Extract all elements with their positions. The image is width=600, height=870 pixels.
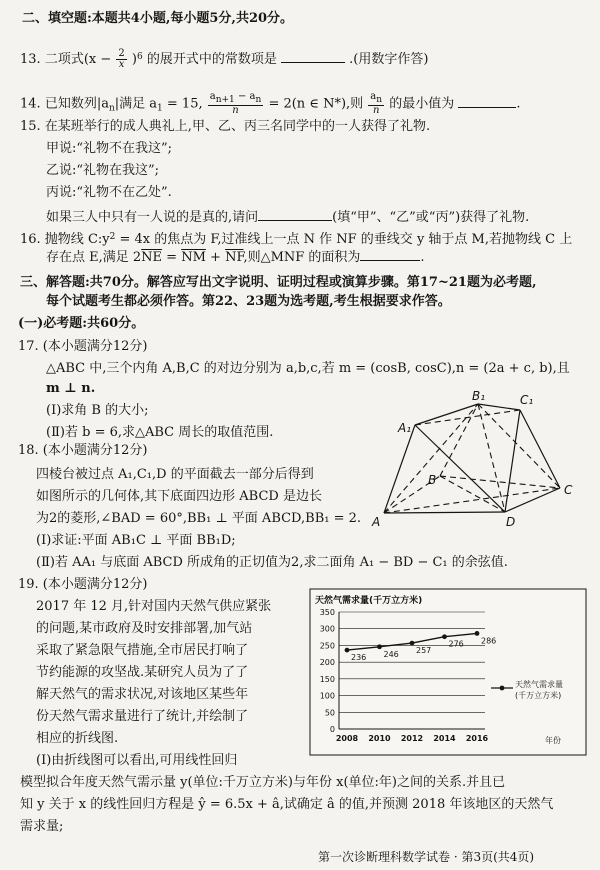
q16-text-d: ,则△MNF 的面积为 <box>243 250 361 265</box>
x-tick-label: 2010 <box>368 734 391 743</box>
section-3-line-1: 三、解答题:共70分。解答应写出文字说明、证明过程或演算步骤。第17~21题为必考题, <box>20 275 537 290</box>
edge-a1-c1 <box>415 410 520 425</box>
q19-head: 19. (本小题满分12分) <box>18 577 148 592</box>
edge-a-d <box>384 512 505 513</box>
q14-text-d: = 2(n ∈ N*),则 <box>268 96 364 112</box>
q13-text-a: 二项式(x − <box>44 52 112 67</box>
data-label: 276 <box>448 639 464 649</box>
q13-text-b: ) <box>131 52 137 67</box>
q14-fraction-2: $\frac{an}{n}$ <box>370 91 383 116</box>
chart-title: 天然气需求量(千万立方米) <box>315 596 423 606</box>
q13-exponent: 6 <box>137 52 143 62</box>
q17-line-2: m ⊥ n. <box>46 381 96 396</box>
q19-line-2: 的问题,某市政府及时安排部署,加气站 <box>36 621 253 636</box>
q15-line-2: 甲说:“礼物不在我这”; <box>46 141 173 156</box>
q15-line-5 <box>46 208 529 227</box>
q13-text-d: .(用数字作答) <box>349 52 429 67</box>
y-tick-label: 150 <box>319 674 335 684</box>
edge-a-a1 <box>384 425 415 513</box>
x-tick-label: 2014 <box>433 734 456 743</box>
data-point <box>475 631 480 636</box>
q16-vector-ne: $\overline{NE}$ <box>141 250 163 265</box>
q17-line-1: △ABC 中,三个内角 A,B,C 的对边分别为 a,b,c,若 m = (cosB, cosC),n = (2a + c, b),且 <box>46 361 570 376</box>
question-13 <box>20 48 428 70</box>
data-point <box>442 634 447 639</box>
q16-exponent: 2 <box>109 232 116 242</box>
data-label: 236 <box>351 653 367 663</box>
label-b1: B₁ <box>472 389 486 403</box>
q15-text-b: (填“甲”、“乙”或“丙”)获得了礼物. <box>332 210 530 225</box>
q14-text-f: . <box>516 96 521 112</box>
q18-line-3: 为2的菱形,∠BAD = 60°,BB₁ ⊥ 平面 ABCD,BB₁ = 2. <box>36 511 362 526</box>
q14-text-e: 的最小值为 <box>389 96 455 112</box>
section-3-line-2: 每个试题考生都必须作答。第22、23题为选考题,考生根据要求作答。 <box>46 294 451 309</box>
edge-a-c <box>384 488 560 513</box>
q16-answer-blank[interactable] <box>360 248 420 261</box>
data-point <box>345 648 350 653</box>
q16-vector-nm: $\overline{NM}$ <box>181 250 206 265</box>
q13-fraction: $\frac{2}{x}$ <box>118 48 125 70</box>
q14-fraction-1: $\frac{an+1 - an}{n}$ <box>209 91 262 116</box>
q19-line-7: 相应的折线图. <box>36 731 119 746</box>
q19-line-8: (Ⅰ)由折线图可以看出,可用线性回归 <box>36 753 238 768</box>
y-tick-label: 300 <box>319 624 335 634</box>
q16-line-2 <box>46 248 425 267</box>
label-d: D <box>506 515 516 529</box>
x-tick-label: 2008 <box>335 734 359 743</box>
q14-sub-a: n <box>108 103 115 114</box>
q17-line-4: (Ⅱ)若 b = 6,求△ABC 周长的取值范围. <box>46 425 274 440</box>
line-chart <box>309 588 587 756</box>
q16-plus: + <box>205 250 226 265</box>
q16-text-b: = 4x 的焦点为 F,过准线上一点 N 作 NF 的垂线交 y 轴于点 M,若抛物线 C 上 <box>115 232 573 247</box>
section-2-title: 二、填空题:本题共4小题,每小题5分,共20分。 <box>22 11 294 26</box>
q19-line-10: 知 y 关于 x 的线性回归方程是 ŷ = 6.5x + â,试确定 â 的值,并预测 2018 年该地区的天然气 <box>20 797 554 812</box>
q15-answer-blank[interactable] <box>258 208 332 221</box>
q14-number: 14. <box>20 96 41 112</box>
q19-line-1: 2017 年 12 月,针对国内天然气供应紧张 <box>36 599 272 614</box>
q18-line-5: (Ⅱ)若 AA₁ 与底面 ABCD 所成角的正切值为2,求二面角 A₁ − BD − C₁ 的余弦值. <box>36 555 508 570</box>
label-a: A <box>372 515 381 529</box>
legend-label-line-2: (千万立方米) <box>515 691 562 700</box>
q19-line-4: 节约能源的攻坚战.某研究人员为了了 <box>36 665 249 680</box>
x-tick-label: 2012 <box>400 734 424 743</box>
q15-line-3: 乙说:“礼物在我这”; <box>46 163 160 178</box>
section-3-sub: (一)必考题:共60分。 <box>18 316 145 331</box>
q14-text-c: = 15, <box>162 96 203 112</box>
q14-text-b: |满足 a <box>114 96 158 112</box>
y-tick-label: 50 <box>324 708 335 718</box>
y-tick-label: 100 <box>319 691 335 701</box>
y-tick-label: 350 <box>319 608 335 617</box>
label-c: C <box>564 483 573 497</box>
q14-answer-blank[interactable] <box>458 95 516 108</box>
x-tick-label: 2016 <box>465 734 489 743</box>
q13-text-c: 的展开式中的常数项是 <box>146 52 277 67</box>
q18-line-1: 四棱台被过点 A₁,C₁,D 的平面截去一部分后得到 <box>36 467 314 482</box>
question-14 <box>20 92 521 118</box>
q19-line-9: 模型拟合年度天然气需示量 y(单位:千万立方米)与年份 x(单位:年)之间的关系.并且已 <box>20 775 506 790</box>
legend-marker <box>500 686 505 691</box>
q17-line-3: (Ⅰ)求角 B 的大小; <box>46 403 149 418</box>
q18-head: 18. (本小题满分12分) <box>18 443 148 458</box>
data-point <box>410 641 415 646</box>
q15-line-4: 丙说:“礼物不在乙处”. <box>46 185 172 200</box>
q15-line-1: 15. 在某班举行的成人典礼上,甲、乙、丙三名同学中的一人获得了礼物. <box>20 119 431 134</box>
q19-line-6: 份天然气需求量进行了统计,并绘制了 <box>36 709 249 724</box>
y-tick-label: 200 <box>319 658 335 668</box>
edge-b1-d <box>478 404 505 512</box>
label-c1: C₁ <box>520 393 534 407</box>
x-axis-label: 年份 <box>545 736 561 745</box>
q15-text-a: 如果三人中只有一人说的是真的,请问 <box>46 210 259 225</box>
q17-head: 17. (本小题满分12分) <box>18 339 148 354</box>
data-point <box>377 644 382 649</box>
edge-c1-c <box>520 410 560 488</box>
q19-line-5: 解天然气的需求状况,对该地区某些年 <box>36 687 249 702</box>
q19-line-3: 采取了紧急限气措施,全市居民打响了 <box>36 643 249 658</box>
q16-text-a: 16. 抛物线 C:y <box>20 232 110 247</box>
q19-line-11: 需求量; <box>20 819 64 834</box>
q16-text-c: 存在点 E,满足 2 <box>46 250 142 265</box>
page-footer: 第一次诊断理科数学试卷 · 第3页(共4页) <box>318 850 535 864</box>
label-b: B <box>428 473 437 487</box>
label-a1: A₁ <box>398 421 412 435</box>
q13-answer-blank[interactable] <box>281 50 345 63</box>
q14-text-a: 已知数列|a <box>44 96 109 112</box>
y-tick-label: 0 <box>329 725 335 734</box>
chart-frame <box>310 589 586 755</box>
q16-text-e: . <box>420 250 425 265</box>
edge-c1-d <box>505 410 520 512</box>
q13-number: 13. <box>20 52 41 67</box>
legend-label-line-1: 天然气需求量 <box>515 680 563 689</box>
data-label: 286 <box>481 636 497 646</box>
q16-eq: = <box>162 250 182 265</box>
q16-line-1 <box>20 228 572 249</box>
q18-line-2: 如图所示的几何体,其下底面四边形 ABCD 是边长 <box>36 489 322 504</box>
q14-sub-b: 1 <box>157 103 163 114</box>
data-label: 246 <box>383 649 399 659</box>
edge-b1-c1 <box>478 404 520 410</box>
data-label: 257 <box>416 646 432 656</box>
y-tick-label: 250 <box>319 641 335 651</box>
q16-vector-nf: $\overline{NF}$ <box>225 250 244 265</box>
polyhedron-figure <box>360 388 590 548</box>
q18-line-4: (Ⅰ)求证:平面 AB₁C ⊥ 平面 BB₁D; <box>36 533 236 548</box>
